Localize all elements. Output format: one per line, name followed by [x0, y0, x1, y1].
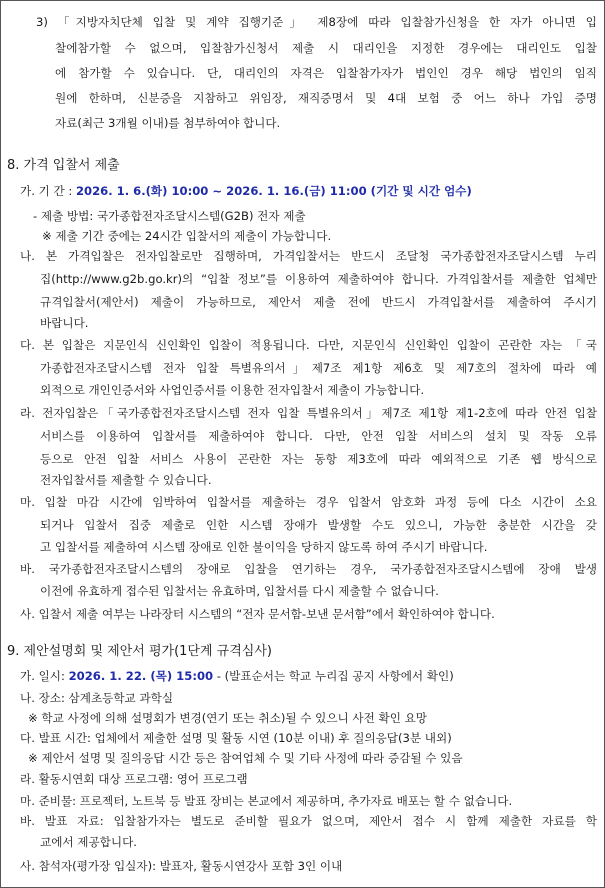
section-9-heading: 9. 제안설명회 및 제안서 평가(1단계 규격심사): [7, 644, 272, 659]
sec8-ra-line-1: 라. 전자입찰은「국가종합전자조달시스템 전자 입찰 특별유의서」제7조 제1항 제1-2호에 따라 안전 입찰: [20, 406, 597, 420]
item3-line-3: 에 참가할 수 있습니다. 단, 대리인의 자격은 입찰참가자가 법인인 경우 해당 법인의 임직: [55, 66, 597, 80]
sec8-na-line-2: 집(http://www.g2b.go.kr)의 “입찰 정보”를 이용하여 제출하여야 합니다. 가격입찰서를 제출한 업체만: [40, 272, 597, 286]
equipment-note: 마. 준비물: 프로젝터, 노트북 등 발표 장비는 본교에서 제공하며, 추가자료 배포는 할 수 없습니다.: [20, 794, 513, 808]
sec8-da-line-1: 다. 본 입찰은 지문인식 신인확인 입찰이 적용됩니다. 다만, 지문인식 신인확인 입찰이 곤란한 자는 「국: [20, 338, 597, 352]
item3-line-5: 자료(최근 3개월 이내)를 첨부하여야 합니다.: [55, 116, 281, 130]
sec8-ma-line-2: 되거나 입찰서 집중 제출로 인한 시스템 장애가 발생할 수도 있으니, 가능한 충분한 시간을 갖: [40, 518, 597, 532]
presentation-duration: 다. 발표 시간: 업체에서 제출한 설명 및 활동 시연 (10분 이내) 후 질의응답(3분 내외): [20, 731, 452, 745]
item3-line-4: 원에 한하며, 신분증을 지참하고 위임장, 재직증명서 및 4대 보험 중 어느 하나 가입 증명: [55, 91, 597, 105]
presentation-date-label: 가. 일시:: [20, 669, 69, 683]
bid-period-value: 2026. 1. 6.(화) 10:00 ~ 2026. 1. 16.(금) 11:00 (기간 및 시간 엄수): [75, 184, 472, 198]
submission-method: - 제출 방법: 국가종합전자조달시스템(G2B) 전자 제출: [33, 209, 306, 223]
sec8-ra-line-4: 전자입찰서를 제출할 수 있습니다.: [40, 473, 212, 487]
attendees-note: 사. 참석자(평가장 입실자): 발표자, 활동시연강사 포함 3인 이내: [20, 859, 343, 873]
sec8-da-line-2: 가종합전자조달시스템 전자 입찰 특별유의서」제7조 제1항 제6호 및 제7호의 절차에 따라 예: [40, 361, 597, 375]
materials-line-1: 바. 발표 자료: 입찰참가자는 별도로 준비할 필요가 없으며, 제안서 접수 시 함께 제출한 자료를 학: [20, 814, 597, 828]
sec8-ba-line-2: 이전에 유효하게 접수된 입찰서는 유효하며, 입찰서를 다시 제출할 수 없습니다.: [40, 584, 439, 598]
sec8-ra-line-3: 등으로 안전 입찰 서비스 사용이 곤란한 자는 동항 제3호에 따라 예외적으로 기존 웹 방식으로: [40, 452, 597, 466]
sec8-ma-line-3: 고 입찰서를 제출하여 시스템 장애로 인한 불이익을 당하지 않도록 하여 주시기 바랍니다.: [40, 540, 488, 554]
bid-period-row: [20, 183, 472, 199]
sec8-ra-line-2: 서비스를 이용하여 입찰서를 제출하여야 합니다. 다만, 안전 입찰 서비스의 설치 및 작동 오류: [40, 429, 597, 443]
section-8-heading: 8. 가격 입찰서 제출: [7, 158, 120, 173]
schedule-change-note: ※ 학교 사정에 의해 설명회가 변경(연기 또는 취소)될 수 있으니 사전 확인 요망: [28, 711, 427, 725]
presentation-date-value: 2026. 1. 22. (목) 15:00: [68, 669, 214, 683]
demo-program: 라. 활동시연회 대상 프로그램: 영어 프로그램: [20, 772, 248, 786]
sec8-da-line-3: 외적으로 개인인증서와 사업인증서를 이용한 전자입찰서 제출이 가능합니다.: [40, 383, 425, 397]
submission-note: ※ 제출 기간 중에는 24시간 입찰서의 제출이 가능합니다.: [42, 229, 332, 243]
item3-line-2: 찰에참가할 수 없으며, 입찰참가신청서 제출 시 대리인을 지정한 경우에는 대리인도 입찰: [55, 41, 597, 55]
item3-line-1: 3) 「지방자치단체 입찰 및 계약 집행기준」 제8장에 따라 입찰참가신청을 한 자가 아니면 입: [36, 15, 597, 29]
sec8-na-line-3: 규격입찰서(제안서) 제출이 가능하므로, 제안서 제출 전에 반드시 가격입찰서를 제출하여 주시기: [40, 295, 597, 309]
sec8-na-line-1: 나. 본 가격입찰은 전자입찰로만 집행하며, 가격입찰서는 반드시 조달청 국가종합전자조달시스템 누리: [20, 249, 597, 263]
materials-line-2: 교에서 제공합니다.: [40, 835, 137, 849]
presentation-venue: 나. 장소: 삼계초등학교 과학실: [20, 691, 174, 705]
sec8-ma-line-1: 마. 입찰 마감 시간에 임박하여 입찰서를 제출하는 경우 입찰서 암호화 과정 등에 다소 시간이 소요: [20, 495, 597, 509]
sec8-sa-line: 사. 입찰서 제출 여부는 나라장터 시스템의 “전자 문서함-보낸 문서함”에서 확인하여야 합니다.: [20, 607, 495, 621]
presentation-date-row: [20, 668, 454, 684]
sec8-na-line-4: 바랍니다.: [40, 316, 89, 330]
presentation-order-note: - (발표순서는 학교 누리집 공지 사항에서 확인): [213, 669, 454, 683]
bid-period-label: 가. 기 간 :: [20, 184, 76, 198]
duration-change-note: ※ 제안서 설명 및 질의응답 시간 등은 참여업체 수 및 기타 사정에 따라 증감될 수 있음: [28, 751, 463, 765]
sec8-ba-line-1: 바. 국가종합전자조달시스템의 장애로 입찰을 연기하는 경우, 국가종합전자조달시스템에 장애 발생: [20, 562, 597, 576]
